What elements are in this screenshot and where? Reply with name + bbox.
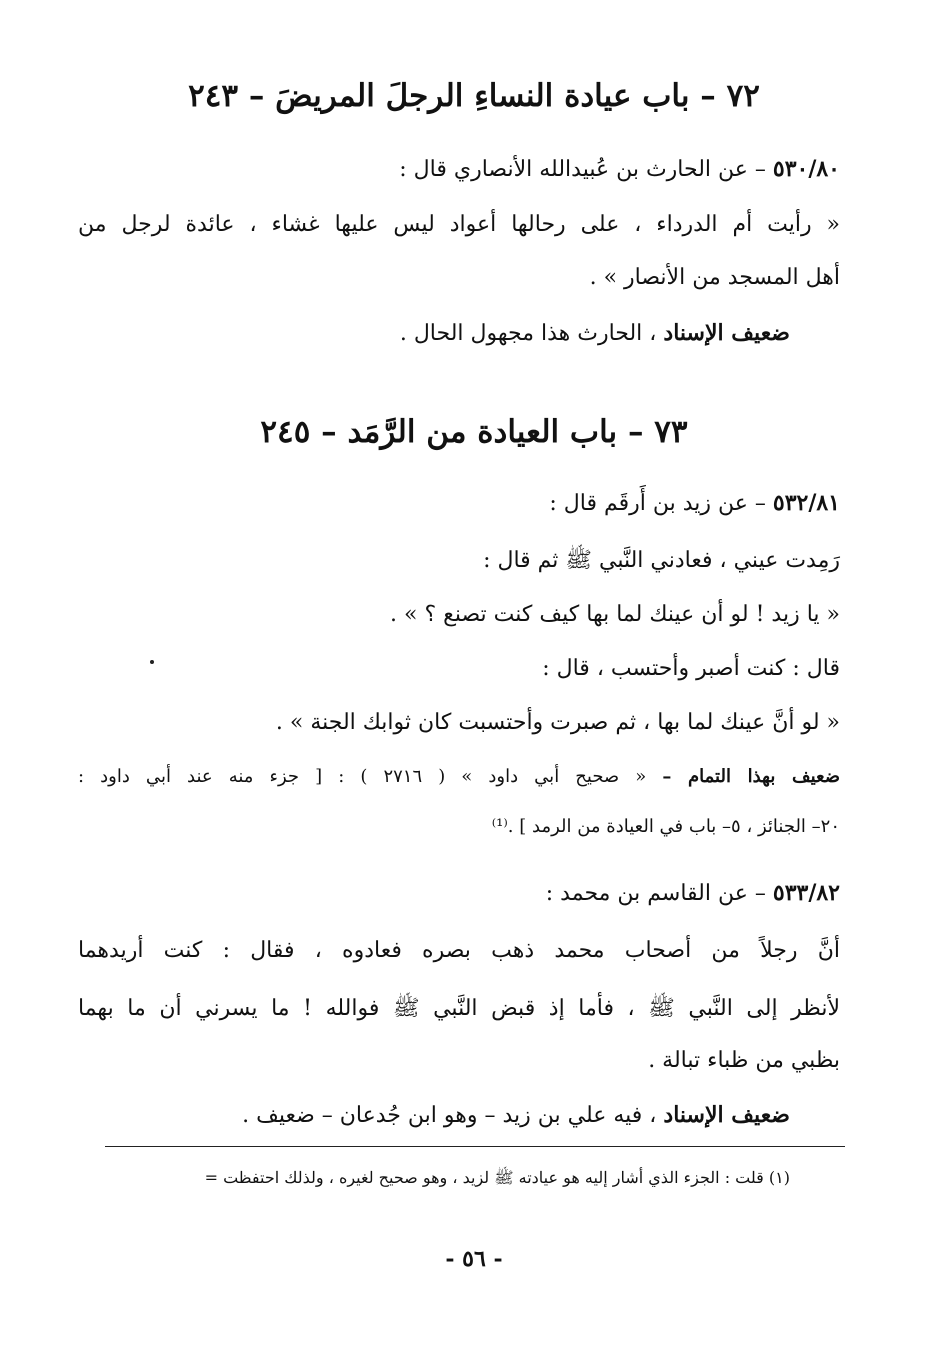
grade-text: ، الحارث هذا مجهول الحال . — [399, 321, 657, 346]
hadith-header-80 — [399, 156, 840, 182]
hadith-text-line: بظبي من ظباء تبالة . — [648, 1048, 840, 1073]
hadith-text-line: أنَّ رجلاً من أصحاب محمد ذهب بصره فعادوه ، فقال : كنت أريدهما — [78, 938, 840, 963]
grade-text: « صحيح أبي داود » ( ٢٧١٦ ) : [ جزء منه عند أبي داود : — [78, 766, 647, 787]
footnote-divider — [105, 1146, 845, 1147]
hadith-text-line: « لو أنَّ عينك لما بها ، ثم صبرت وأحتسبت كان ثوابك الجنة » . — [275, 710, 840, 735]
hadith-number: ٥٣٠/٨٠ — [772, 156, 840, 182]
hadith-text-line: لأنظر إلى النَّبي ﷺ ، فأما إذ قبض النَّبي ﷺ فوالله ! ما يسرني أن ما بهما — [78, 996, 840, 1021]
grade-line-82 — [242, 1102, 790, 1128]
hadith-intro: – عن القاسم بن محمد : — [545, 881, 766, 906]
grade-line-72 — [400, 320, 790, 346]
grade-text: ، فيه علي بن زيد – وهو ابن جُدعان – ضعيف . — [242, 1103, 657, 1128]
hadith-number: ٥٣٣/٨٢ — [772, 880, 840, 906]
hadith-number: ٥٣٢/٨١ — [772, 490, 840, 516]
footnote: (١) قلت : الجزء الذي أشار إليه هو عيادته ﷺ لزيد ، وهو صحيح لغيره ، ولذلك احتفظت = — [204, 1168, 790, 1187]
hadith-text-line: قال : كنت أصبر وأحتسب ، قال : — [542, 656, 840, 681]
chapter-heading-72: ٧٢ – باب عيادة النساءِ الرجلَ المريضَ – ٢٤٣ — [188, 78, 760, 114]
grade-continuation: ٢٠– الجنائز ، ٥– باب في العيادة من الرمد ] .⁽¹⁾ — [491, 816, 840, 837]
hadith-text-line: « يا زيد ! لو أن عينك لما بها كيف كنت تصنع ؟ » . — [390, 602, 840, 627]
hadith-header-82 — [546, 880, 840, 906]
hadith-text-line: رَمِدت عيني ، فعادني النَّبي ﷺ ثم قال : — [483, 548, 840, 573]
grade-label: ضعيف الإسناد — [663, 1102, 790, 1128]
grade-label: ضعيف الإسناد — [663, 320, 790, 346]
hadith-intro: – عن زيد بن أَرقَم قال : — [549, 491, 766, 516]
hadith-intro: – عن الحارث بن عُبيدالله الأنصاري قال : — [399, 157, 766, 182]
grade-label: ضعيف بهذا التمام – — [662, 766, 840, 787]
hadith-text-line: « رأيت أم الدرداء ، على رحالها أعواد ليس عليها غشاء ، عائدة لرجل من — [78, 212, 840, 237]
grade-line-73 — [78, 766, 840, 787]
ink-speck — [150, 660, 154, 664]
hadith-text-line: أهل المسجد من الأنصار » . — [589, 265, 840, 290]
page-number: - ٥٦ - — [445, 1246, 503, 1272]
hadith-header-81 — [549, 490, 840, 516]
chapter-heading-73: ٧٣ – باب العيادة من الرَّمَد – ٢٤٥ — [260, 414, 688, 450]
